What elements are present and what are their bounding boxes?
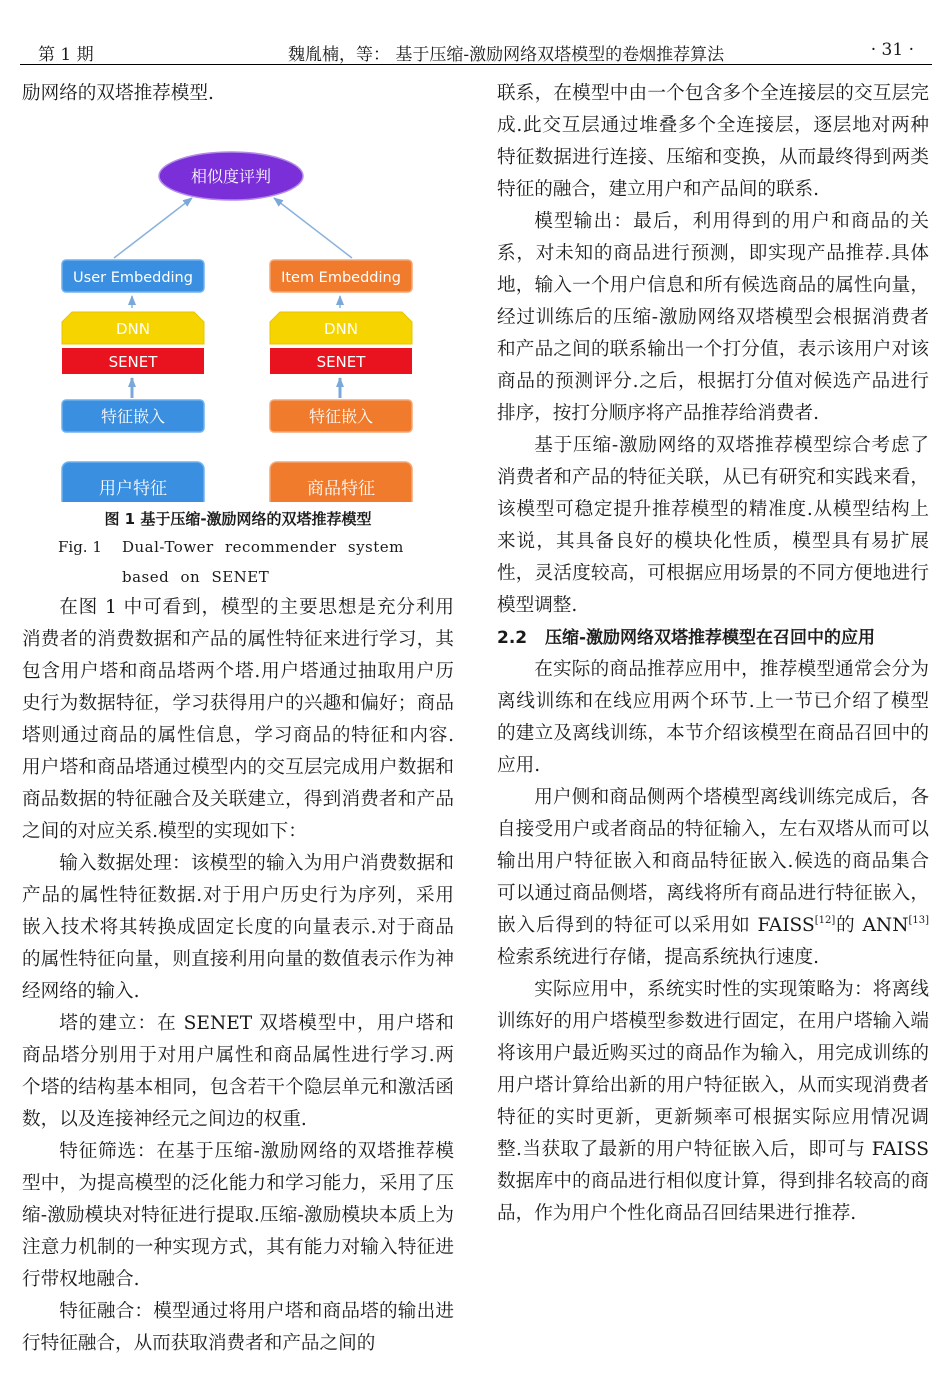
arrow-user-to-similarity xyxy=(114,198,192,258)
paragraph-text: 用户侧和商品侧两个塔模型离线训练完成后，各自接受用户或者商品的特征输入，左右双塔从而可以输出用户特征嵌入和商品特征嵌入.候选的商品集合可以通过商品侧塔，离线将所有商品进行特征嵌入，嵌入后得到的特征可以采用如 FAISS xyxy=(497,787,929,936)
item-dnn-label: DNN xyxy=(324,320,358,338)
user-features-label: 用户特征 xyxy=(99,479,167,499)
paragraph: 输入数据处理：该模型的输入为用户消费数据和产品的属性特征数据.对于用户历史行为序列，采用嵌入技术将其转换成固定长度的向量表示.对于商品的属性特征向量，则直接利用向量的数值表示作为神经网络的输入. xyxy=(22,853,454,1002)
section-number: 2.2 xyxy=(497,628,528,648)
paragraph: 特征融合：模型通过将用户塔和商品塔的输出进行特征融合，从而获取消费者和产品之间的 xyxy=(22,1301,454,1354)
left-column xyxy=(22,78,454,1360)
paragraph-text: 检索系统进行存储，提高系统执行速度. xyxy=(497,947,820,968)
section-title: 压缩-激励网络双塔推荐模型在召回中的应用 xyxy=(545,628,876,648)
user-dnn-label: DNN xyxy=(116,320,150,338)
figure-caption-en-label: Fig. 1 xyxy=(58,538,102,556)
figure-1 xyxy=(22,110,454,502)
dual-tower-diagram xyxy=(22,110,454,502)
paragraph: 模型输出：最后，利用得到的用户和商品的关系，对未知的商品进行预测，即实现产品推荐.具体地，输入一个用户信息和所有候选商品的属性向量，经过训练后的压缩-激励网络双塔模型会根据消费者和产品之间的联系输出一个打分值，表示该用户对该商品的预测评分.之后，根据打分值对候选产品进行排序，按打分顺序将产品推荐给消费者. xyxy=(497,211,929,424)
item-features-label: 商品特征 xyxy=(307,479,375,499)
item-senet-label: SENET xyxy=(316,353,366,371)
paragraph: 塔的建立：在 SENET 双塔模型中，用户塔和商品塔分别用于对用户属性和商品属性进行学习.两个塔的结构基本相同，包含若干个隐层单元和激活函数，以及连接神经元之间边的权重. xyxy=(22,1013,454,1130)
paragraph: 在实际的商品推荐应用中，推荐模型通常会分为离线训练和在线应用两个环节.上一节已介绍了模型的建立及离线训练，本节介绍该模型在商品召回中的应用. xyxy=(497,659,929,776)
user-embedding-label: User Embedding xyxy=(73,270,193,286)
item-feature-embedding-label: 特征嵌入 xyxy=(308,407,374,426)
running-header xyxy=(20,38,932,65)
right-column xyxy=(497,78,929,1230)
paragraph: 特征筛选：在基于压缩-激励网络的双塔推荐模型中，为提高模型的泛化能力和学习能力，采用了压缩-激励模块对特征进行提取.压缩-激励模块本质上为注意力机制的一种实现方式，其有能力对输入特征进行带权地融合. xyxy=(22,1141,454,1290)
paragraph: 励网络的双塔推荐模型. xyxy=(22,83,214,104)
figure-caption-cn: 图 1 基于压缩-激励网络的双塔推荐模型 xyxy=(104,510,372,528)
paragraph: 实际应用中，系统实时性的实现策略为：将离线训练好的用户塔模型参数进行固定，在用户塔输入端将该用户最近购买过的商品作为输入，用完成训练的用户塔计算给出新的用户特征嵌入，从而实现消费者特征的实时更新，更新频率可根据实际应用情况调整.当获取了最新的用户特征嵌入后，即可与 FAISS 数据库中的商品进行相似度计算，得到排名较高的商品，作为用户个性化商品召回结果进行推荐. xyxy=(497,979,929,1224)
issue-number: 第 1 期 xyxy=(38,45,94,65)
page-number: · 31 · xyxy=(870,40,914,60)
figure-caption-en-text: Dual-Tower recommender system based on SENET xyxy=(122,538,404,586)
paragraph: 联系，在模型中由一个包含多个全连接层的交互层完成.此交互层通过堆叠多个全连接层，逐层地对两种特征数据进行连接、压缩和变换，从而最终得到两类特征的融合，建立用户和产品间的联系. xyxy=(497,83,929,200)
item-embedding-label: Item Embedding xyxy=(281,270,401,286)
figure-caption-en xyxy=(22,532,454,592)
similarity-label: 相似度评判 xyxy=(190,167,272,186)
arrow-item-to-similarity xyxy=(274,198,352,258)
paragraph xyxy=(497,782,929,974)
citation-13: [13] xyxy=(908,915,929,926)
paragraph: 基于压缩-激励网络的双塔推荐模型综合考虑了消费者和产品的特征关联，从已有研究和实践来看，该模型可稳定提升推荐模型的精准度.从模型结构上来说，其具备良好的模块化性质，模型具有易扩展性，灵活度较高，可根据应用场景的不同方便地进行模型调整. xyxy=(497,435,929,616)
user-senet-label: SENET xyxy=(108,353,158,371)
section-heading xyxy=(497,622,929,654)
running-title: 魏胤楠，等： 基于压缩-激励网络双塔模型的卷烟推荐算法 xyxy=(288,45,725,65)
citation-12: [12] xyxy=(814,915,836,926)
paragraph-text: 的 ANN xyxy=(835,915,909,936)
user-feature-embedding-label: 特征嵌入 xyxy=(100,407,166,426)
paragraph: 在图 1 中可看到，模型的主要思想是充分利用消费者的消费数据和产品的属性特征来进行学习，其包含用户塔和商品塔两个塔.用户塔通过抽取用户历史行为数据特征，学习获得用户的兴趣和偏好；商品塔则通过商品的属性信息，学习商品的特征和内容.用户塔和商品塔通过模型内的交互层完成用户数据和商品数据的特征融合及关联建立，得到消费者和产品之间的对应关系.模型的实现如下： xyxy=(22,597,454,842)
